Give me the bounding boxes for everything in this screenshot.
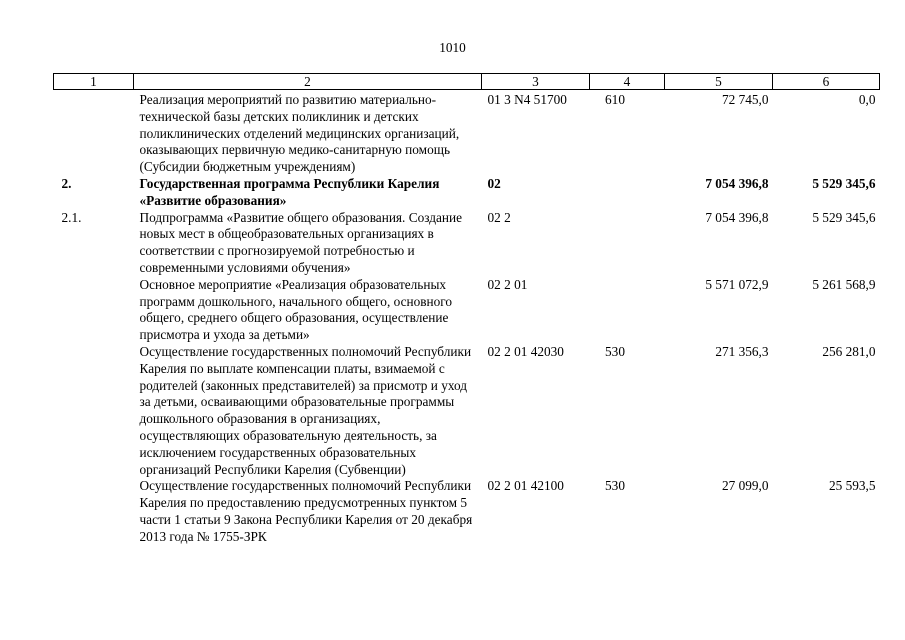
row-number [54,277,134,344]
row-code: 02 2 01 [487,276,528,292]
column-header: 4 [590,74,665,90]
row-name: Подпрограмма «Развитие общего образования. Создание новых мест в общеобразовательных организациях в соответствии с прогнозируемой потребностью и современными условиями обучения» [139,209,463,275]
row-name: Основное мероприятие «Реализация образовательных программ дошкольного, начального общего, основного общего, среднего общего образования, осуществление присмотра и ухода за детьми» [139,276,453,343]
table-row [54,176,880,210]
row-sum-1: 7 054 396,8 [705,175,769,191]
table-row [54,344,880,478]
row-name: Осуществление государственных полномочий Республики Карелия по выплате компенсации платы, взимаемой с родителей (законных представителей) за присмотр и уход за детьми, осваивающими образовательные программы дошкольного образования в организациях, осуществляющих образовательную деятельность, за исключением государственных образовательных организаций Республики Карелия (Субвенции) [139,343,472,477]
row-number [54,344,134,478]
table-row [54,210,880,277]
row-expense-type [590,176,665,210]
row-sum-2: 5 529 345,6 [812,175,876,191]
row-number: 2. [61,175,72,191]
row-code: 01 3 N4 51700 [487,92,567,107]
row-sum-2: 5 261 568,9 [812,276,876,292]
column-header: 1 [54,74,134,90]
row-sum-1: 5 571 072,9 [705,276,769,292]
row-name: Осуществление государственных полномочий Республики Карелия по предоставлению предусмотренных пунктом 5 части 1 статьи 9 Закона Республики Карелия от 20 декабря 2013 года № 1755-ЗРК [139,478,473,544]
row-sum-2: 25 593,5 [828,478,876,494]
page-number: 1010 [439,40,466,55]
column-header: 5 [665,74,773,90]
row-expense-type [590,210,665,277]
row-code: 02 2 01 42100 [487,478,564,494]
row-expense-type [590,277,665,344]
row-code: 02 [487,175,501,191]
row-expense-type: 530 [605,343,625,359]
row-sum-2: 5 529 345,6 [812,209,876,225]
row-name: Реализация мероприятий по развитию материально-технической базы детских поликлиник и детских поликлинических отделений медицинских организаций, оказывающих первичную медико-санитарную помощь (Субсидии бюджетным учреждениям) [139,92,460,175]
column-header: 3 [482,74,590,90]
table-row [54,277,880,344]
row-number [54,478,134,545]
row-sum-2: 0,0 [858,92,876,107]
table-row [54,478,880,545]
row-name: Государственная программа Республики Карелия «Развитие образования» [139,175,440,208]
row-expense-type: 610 [605,92,625,107]
row-sum-2: 256 281,0 [822,343,876,359]
row-sum-1: 72 745,0 [721,92,769,107]
row-sum-1: 7 054 396,8 [705,209,769,225]
column-header: 6 [773,74,880,90]
row-number [54,90,134,176]
table-header [54,74,880,90]
row-sum-1: 27 099,0 [721,478,769,494]
table-row [54,90,880,176]
budget-table [53,73,880,546]
row-expense-type: 530 [605,478,625,494]
row-sum-1: 271 356,3 [715,343,769,359]
row-number: 2.1. [61,209,82,225]
column-header: 2 [134,74,482,90]
row-code: 02 2 [487,209,511,225]
row-code: 02 2 01 42030 [487,343,564,359]
